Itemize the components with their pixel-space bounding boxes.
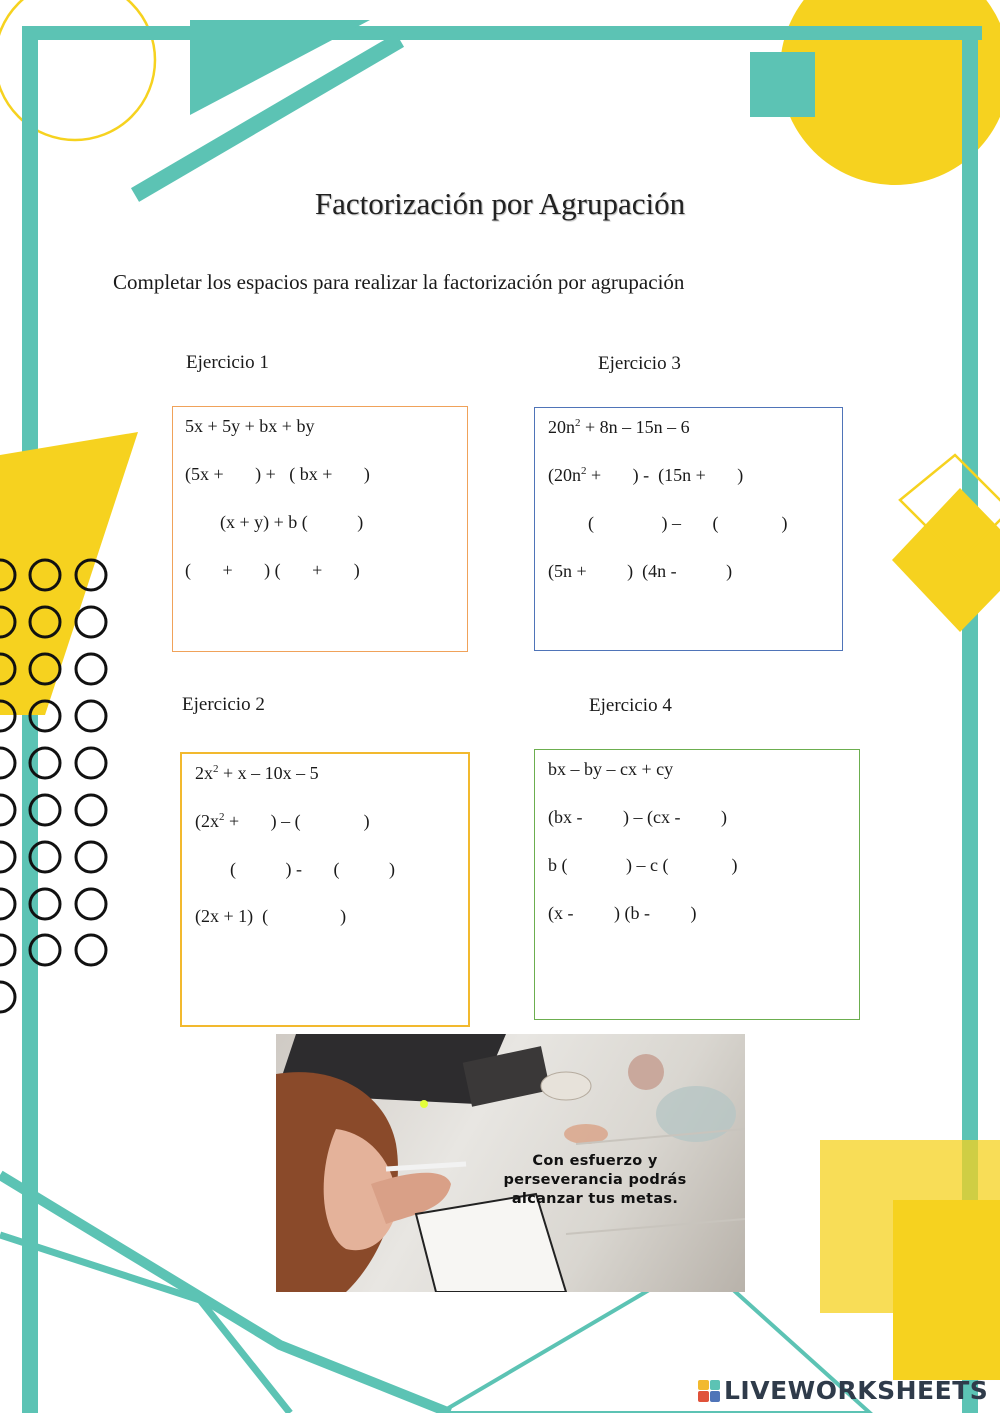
exercise-4-line-4[interactable]: (x - ) (b - )	[548, 903, 697, 923]
exercise-3-line-3[interactable]: ( ) – ( )	[588, 513, 788, 533]
exercise-4-line-3[interactable]: b ( ) – c ( )	[548, 855, 738, 875]
exercise-3-line-1: $20n^2 + 8n - 15n - 6$	[548, 417, 690, 437]
exercise-2-line-4[interactable]: (2x + 1) ( )	[195, 906, 347, 926]
liveworksheets-logo: LIVEWORKSHEETS	[698, 1376, 988, 1405]
exercise-3-box	[534, 407, 843, 651]
exercise-2-line-2[interactable]: ($2x^2$ + ) – ( )	[195, 811, 370, 831]
instructions: Completar los espacios para realizar la factorización por agrupación	[113, 270, 685, 294]
exercise-3-line-4[interactable]: (5n + ) (4n - )	[548, 561, 733, 581]
exercise-4-line-1: bx – by – cx + cy	[548, 759, 674, 779]
exercise-4-label: Ejercicio 4	[589, 695, 672, 716]
exercise-3-line-2[interactable]: ($20n^2$ + ) - (15n + )	[548, 465, 744, 485]
exercise-1-line-1: 5x + 5y + bx + by	[185, 416, 315, 436]
exercise-2-line-1: $2x^2 + x - 10x - 5$	[195, 763, 319, 783]
page-title: Factorización por Agrupación	[314, 186, 686, 221]
motivational-photo	[276, 1034, 745, 1292]
exercise-2-label: Ejercicio 2	[182, 694, 265, 715]
exercise-4-box	[534, 749, 860, 1020]
exercise-1-box	[172, 406, 468, 652]
exercise-2-line-3[interactable]: ( ) - ( )	[230, 859, 395, 879]
exercise-1-line-3[interactable]: (x + y) + b ( )	[220, 512, 364, 532]
exercise-3-label: Ejercicio 3	[598, 353, 681, 374]
exercise-2-box	[180, 752, 470, 1027]
exercise-1-label: Ejercicio 1	[186, 352, 269, 373]
liveworksheets-icon	[698, 1380, 720, 1402]
exercise-1-line-2[interactable]: (5x + ) + ( bx + )	[185, 464, 370, 484]
photo-caption: Con esfuerzo y perseverancia podrás alcanzar tus metas.	[503, 1153, 687, 1207]
exercise-4-line-2[interactable]: (bx - ) – (cx - )	[548, 807, 727, 827]
exercise-1-line-4[interactable]: ( + ) ( + )	[185, 560, 360, 580]
